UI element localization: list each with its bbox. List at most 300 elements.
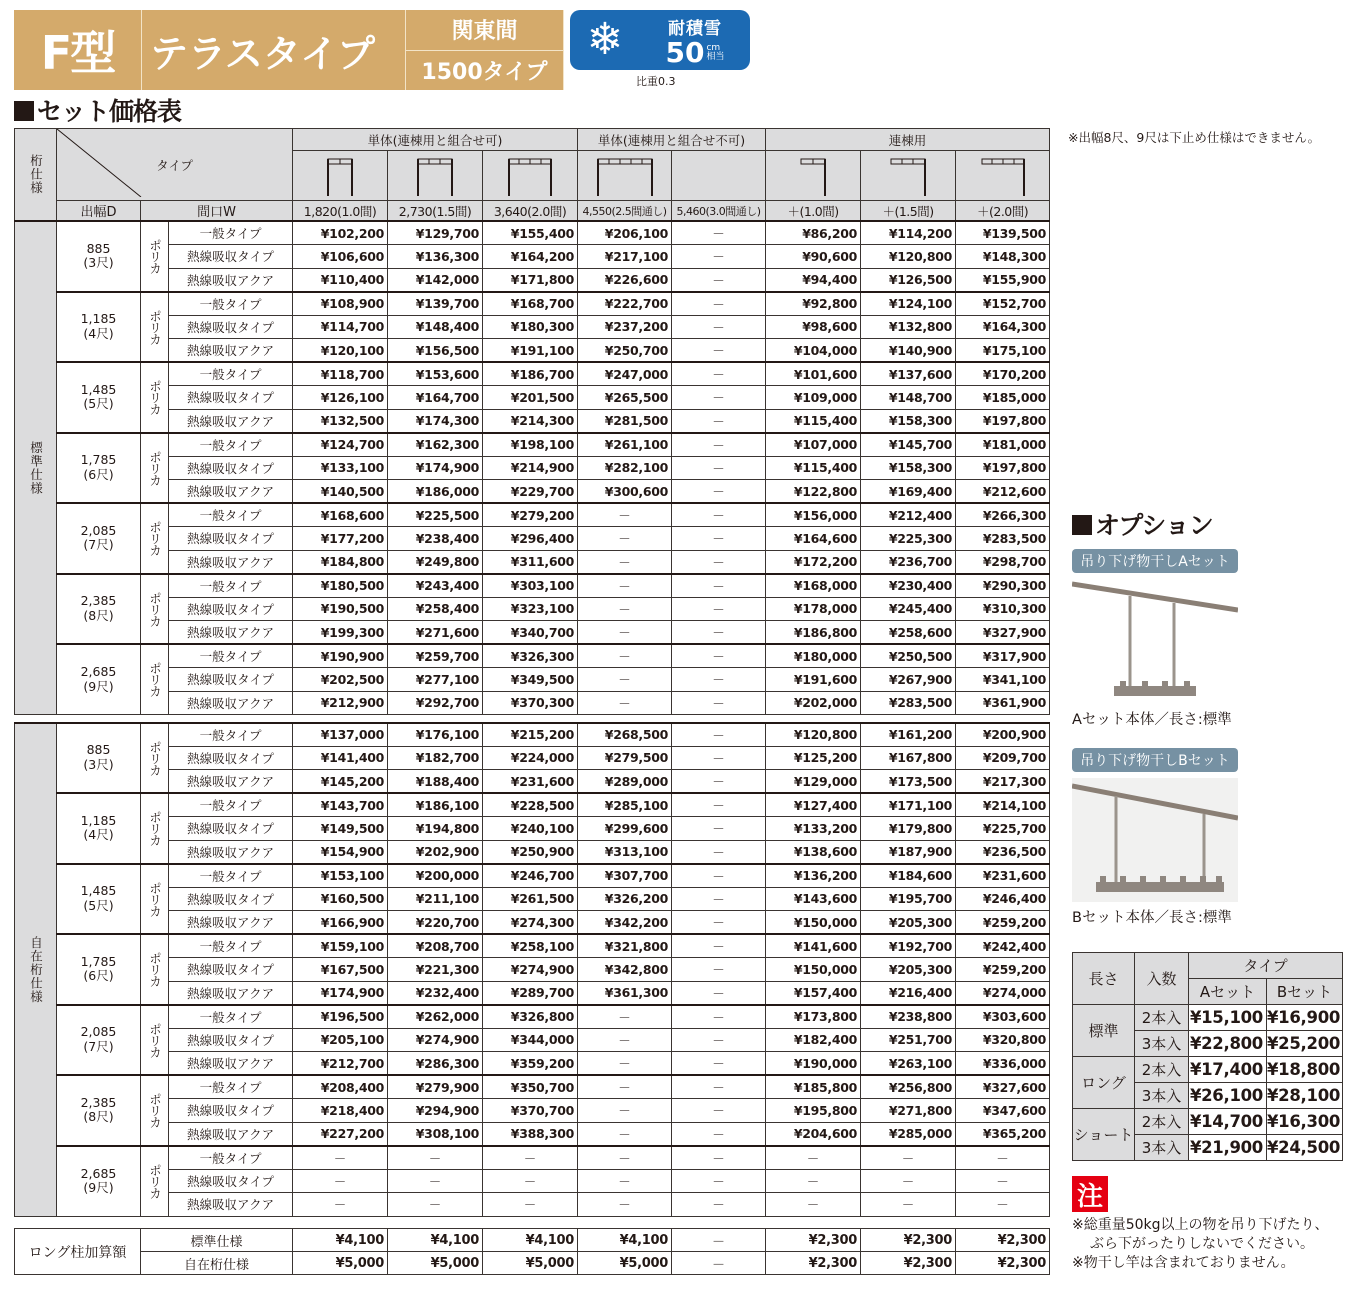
price-cell: ¥148,300 bbox=[956, 245, 1050, 269]
price-cell: ¥247,000 bbox=[578, 362, 672, 386]
table-row bbox=[15, 958, 1050, 982]
hanging-dryer-a-image bbox=[1072, 578, 1238, 702]
price-cell: ¥164,300 bbox=[956, 315, 1050, 339]
option-row bbox=[1073, 1005, 1343, 1031]
price-cell: ¥370,300 bbox=[483, 691, 578, 715]
price-cell: ¥168,000 bbox=[766, 574, 861, 598]
price-cell: － bbox=[672, 339, 766, 363]
option-b-caption: Bセット本体／長さ:標準 bbox=[1072, 910, 1232, 926]
price-cell: ¥342,800 bbox=[578, 958, 672, 982]
variant-label: 熱線吸収アクア bbox=[169, 840, 293, 864]
variant-label: 一般タイプ bbox=[169, 433, 293, 457]
price-cell: － bbox=[672, 1075, 766, 1099]
frame-icon-1-0 bbox=[293, 151, 388, 201]
price-cell: ¥263,100 bbox=[861, 1052, 956, 1076]
table-row bbox=[15, 480, 1050, 504]
variant-label: 熱線吸収タイプ bbox=[169, 386, 293, 410]
price-cell: － bbox=[578, 621, 672, 645]
depth-value: 1,185 bbox=[80, 311, 117, 327]
price-cell: － bbox=[578, 1052, 672, 1076]
price-cell: ¥200,900 bbox=[956, 723, 1050, 747]
table-row bbox=[15, 597, 1050, 621]
price-cell: － bbox=[861, 1169, 956, 1193]
price-cell: ¥341,100 bbox=[956, 668, 1050, 692]
price-cell: － bbox=[672, 644, 766, 668]
price-cell: ¥196,500 bbox=[293, 1005, 388, 1029]
price-cell: － bbox=[766, 1146, 861, 1170]
variant-label: 熱線吸収アクア bbox=[169, 480, 293, 504]
price-cell: ¥184,800 bbox=[293, 550, 388, 574]
price-cell: ¥140,500 bbox=[293, 480, 388, 504]
price-cell: － bbox=[672, 433, 766, 457]
price-cell: ¥311,600 bbox=[483, 550, 578, 574]
material-cell: ポリカ bbox=[141, 503, 169, 574]
table-row bbox=[15, 1075, 1050, 1099]
material-cell: ポリカ bbox=[141, 574, 169, 645]
price-cell: ¥214,300 bbox=[483, 409, 578, 433]
price-cell: － bbox=[578, 527, 672, 551]
depth-value: 1,785 bbox=[80, 953, 117, 969]
price-cell: － bbox=[578, 1099, 672, 1123]
price-cell: － bbox=[672, 1169, 766, 1193]
price-cell: ¥171,800 bbox=[483, 268, 578, 292]
price-cell: ¥242,400 bbox=[956, 934, 1050, 958]
material-cell: ポリカ bbox=[141, 934, 169, 1005]
variant-label: 一般タイプ bbox=[169, 1075, 293, 1099]
price-cell: － bbox=[483, 1146, 578, 1170]
col-header: 1,820(1.0間) bbox=[293, 201, 388, 222]
price-cell: ¥200,000 bbox=[388, 864, 483, 888]
variant-label: 熱線吸収アクア bbox=[169, 621, 293, 645]
depth-value: 1,485 bbox=[80, 381, 117, 397]
price-cell: － bbox=[766, 1193, 861, 1217]
depth-shaku: (3尺) bbox=[83, 756, 114, 772]
price-cell: ¥250,700 bbox=[578, 339, 672, 363]
price-cell: ¥258,400 bbox=[388, 597, 483, 621]
depth-cell bbox=[57, 1075, 141, 1146]
price-cell: ¥180,300 bbox=[483, 315, 578, 339]
long-post-spec: 標準仕様 bbox=[141, 1229, 293, 1252]
depth-shaku: (7尺) bbox=[83, 1038, 114, 1054]
price-cell: ¥350,700 bbox=[483, 1075, 578, 1099]
price-cell: ¥170,200 bbox=[956, 362, 1050, 386]
price-cell: ¥197,800 bbox=[956, 409, 1050, 433]
option-b-label: 吊り下げ物干しBセット bbox=[1072, 748, 1238, 772]
material-cell: ポリカ bbox=[141, 433, 169, 504]
price-cell: ¥303,600 bbox=[956, 1005, 1050, 1029]
price-cell: ¥158,300 bbox=[861, 456, 956, 480]
price-cell: ¥250,500 bbox=[861, 644, 956, 668]
price-cell: ¥317,900 bbox=[956, 644, 1050, 668]
price-cell: ¥153,100 bbox=[293, 864, 388, 888]
table-row bbox=[15, 668, 1050, 692]
price-cell: ¥246,400 bbox=[956, 887, 1050, 911]
price-cell: － bbox=[766, 1169, 861, 1193]
frame-icon-add-1-5 bbox=[861, 151, 956, 201]
price-cell: ¥148,400 bbox=[388, 315, 483, 339]
depth-value: 2,385 bbox=[80, 593, 117, 609]
price-cell: － bbox=[578, 1028, 672, 1052]
depth-shaku: (5尺) bbox=[83, 396, 114, 412]
price-cell: － bbox=[861, 1146, 956, 1170]
variant-label: 一般タイプ bbox=[169, 723, 293, 747]
depth-value: 2,385 bbox=[80, 1094, 117, 1110]
depth-shaku: (9尺) bbox=[83, 678, 114, 694]
price-cell: ¥5,000 bbox=[388, 1252, 483, 1275]
price-cell: ¥190,500 bbox=[293, 597, 388, 621]
price-cell: ¥327,600 bbox=[956, 1075, 1050, 1099]
price-cell: － bbox=[578, 503, 672, 527]
price-cell: ¥267,900 bbox=[861, 668, 956, 692]
price-cell: － bbox=[672, 1052, 766, 1076]
price-cell: ¥126,500 bbox=[861, 268, 956, 292]
price-cell: － bbox=[861, 1193, 956, 1217]
depth-cell bbox=[57, 221, 141, 292]
price-cell: ¥308,100 bbox=[388, 1122, 483, 1146]
snow-unit-note: 相当 bbox=[706, 51, 725, 62]
price-cell: ¥5,000 bbox=[293, 1252, 388, 1275]
variant-label: 熱線吸収アクア bbox=[169, 409, 293, 433]
price-cell: ¥262,000 bbox=[388, 1005, 483, 1029]
price-cell: ¥206,100 bbox=[578, 221, 672, 245]
price-cell: ¥157,400 bbox=[766, 981, 861, 1005]
variant-label: 熱線吸収タイプ bbox=[169, 1028, 293, 1052]
price-cell: － bbox=[578, 644, 672, 668]
price-cell: ¥177,200 bbox=[293, 527, 388, 551]
price-cell: ¥5,000 bbox=[483, 1252, 578, 1275]
price-cell: ¥164,700 bbox=[388, 386, 483, 410]
variant-label: 熱線吸収タイプ bbox=[169, 597, 293, 621]
price-cell: － bbox=[672, 723, 766, 747]
price-cell: － bbox=[578, 1005, 672, 1029]
price-cell: ¥132,500 bbox=[293, 409, 388, 433]
price-cell: ¥136,200 bbox=[766, 864, 861, 888]
price-cell: ¥2,300 bbox=[861, 1252, 956, 1275]
opt-length: ロング bbox=[1073, 1057, 1135, 1109]
opt-header-b: Bセット bbox=[1267, 979, 1343, 1005]
price-cell: － bbox=[672, 221, 766, 245]
price-cell: ¥202,000 bbox=[766, 691, 861, 715]
price-cell: ¥108,900 bbox=[293, 292, 388, 316]
price-cell: ¥289,000 bbox=[578, 770, 672, 794]
price-cell: ¥156,500 bbox=[388, 339, 483, 363]
price-cell: － bbox=[672, 864, 766, 888]
price-cell: ¥212,900 bbox=[293, 691, 388, 715]
price-cell: ¥212,600 bbox=[956, 480, 1050, 504]
price-cell: ¥137,000 bbox=[293, 723, 388, 747]
price-cell: ¥197,800 bbox=[956, 456, 1050, 480]
material-cell: ポリカ bbox=[141, 723, 169, 794]
depth-value: 1,785 bbox=[80, 452, 117, 468]
price-cell: ¥202,900 bbox=[388, 840, 483, 864]
price-cell: ¥228,500 bbox=[483, 793, 578, 817]
price-cell: ¥182,400 bbox=[766, 1028, 861, 1052]
group-separator bbox=[15, 715, 1050, 723]
price-cell: ¥282,100 bbox=[578, 456, 672, 480]
price-cell: ¥141,400 bbox=[293, 746, 388, 770]
price-cell: ¥326,800 bbox=[483, 1005, 578, 1029]
price-cell: － bbox=[672, 911, 766, 935]
price-cell: ¥118,700 bbox=[293, 362, 388, 386]
price-cell: ¥201,500 bbox=[483, 386, 578, 410]
price-cell: － bbox=[672, 981, 766, 1005]
price-cell: ¥323,100 bbox=[483, 597, 578, 621]
header-type: タイプ bbox=[156, 157, 193, 173]
variant-label: 一般タイプ bbox=[169, 934, 293, 958]
price-cell: ¥300,600 bbox=[578, 480, 672, 504]
opt-price-b: ¥18,800 bbox=[1267, 1057, 1343, 1083]
material-cell: ポリカ bbox=[141, 864, 169, 935]
depth-cell bbox=[57, 574, 141, 645]
table-row bbox=[15, 386, 1050, 410]
price-cell: ¥184,600 bbox=[861, 864, 956, 888]
region-block bbox=[406, 10, 564, 90]
price-cell: ¥180,500 bbox=[293, 574, 388, 598]
depth-shaku: (8尺) bbox=[83, 1109, 114, 1125]
price-cell: ¥114,200 bbox=[861, 221, 956, 245]
price-cell: ¥148,700 bbox=[861, 386, 956, 410]
price-cell: ¥243,400 bbox=[388, 574, 483, 598]
price-cell: ¥289,700 bbox=[483, 981, 578, 1005]
product-type: テラスタイプ bbox=[142, 10, 406, 90]
snow-load-value: 50 bbox=[665, 35, 705, 69]
side-note: ※出幅8尺、9尺は下止め仕様はできません。 bbox=[1068, 130, 1321, 145]
price-cell: － bbox=[672, 958, 766, 982]
price-cell: ¥155,400 bbox=[483, 221, 578, 245]
price-cell: ¥168,600 bbox=[293, 503, 388, 527]
price-cell: － bbox=[672, 456, 766, 480]
price-cell: － bbox=[672, 362, 766, 386]
specific-gravity: 比重0.3 bbox=[636, 75, 676, 88]
table-row bbox=[15, 409, 1050, 433]
price-cell: ¥238,400 bbox=[388, 527, 483, 551]
price-cell: ¥124,700 bbox=[293, 433, 388, 457]
table-row bbox=[15, 1099, 1050, 1123]
depth-cell bbox=[57, 433, 141, 504]
group-header-single-combinable: 単体(連棟用と組合せ可) bbox=[293, 129, 578, 151]
table-row bbox=[15, 746, 1050, 770]
table-row bbox=[15, 292, 1050, 316]
price-cell: ¥194,800 bbox=[388, 817, 483, 841]
price-cell: － bbox=[672, 386, 766, 410]
opt-header-qty: 入数 bbox=[1135, 953, 1189, 1005]
col-header: ＋(2.0間) bbox=[956, 201, 1050, 222]
table-row bbox=[15, 527, 1050, 551]
depth-shaku: (8尺) bbox=[83, 607, 114, 623]
price-cell: ¥122,800 bbox=[766, 480, 861, 504]
price-cell: ¥4,100 bbox=[293, 1229, 388, 1252]
price-cell: ¥220,700 bbox=[388, 911, 483, 935]
variant-label: 熱線吸収アクア bbox=[169, 550, 293, 574]
price-cell: － bbox=[672, 621, 766, 645]
price-cell: ¥174,900 bbox=[388, 456, 483, 480]
options-title: オプション bbox=[1072, 506, 1213, 542]
col-header: 2,730(1.5間) bbox=[388, 201, 483, 222]
price-cell: ¥245,400 bbox=[861, 597, 956, 621]
price-cell: ¥164,200 bbox=[483, 245, 578, 269]
price-cell: ¥141,600 bbox=[766, 934, 861, 958]
opt-price-b: ¥16,900 bbox=[1267, 1005, 1343, 1031]
table-row bbox=[15, 503, 1050, 527]
table-row bbox=[15, 362, 1050, 386]
price-cell: ¥216,400 bbox=[861, 981, 956, 1005]
region-label: 関東間 bbox=[406, 10, 563, 51]
variant-label: 熱線吸収アクア bbox=[169, 1122, 293, 1146]
price-cell: ¥187,900 bbox=[861, 840, 956, 864]
price-cell: ¥365,200 bbox=[956, 1122, 1050, 1146]
price-cell: ¥246,700 bbox=[483, 864, 578, 888]
price-cell: ¥139,500 bbox=[956, 221, 1050, 245]
price-cell: － bbox=[483, 1193, 578, 1217]
depth-cell bbox=[57, 793, 141, 864]
variant-label: 一般タイプ bbox=[169, 1005, 293, 1029]
price-cell: ¥202,500 bbox=[293, 668, 388, 692]
frame-icon-empty bbox=[672, 151, 766, 201]
price-cell: ¥283,500 bbox=[956, 527, 1050, 551]
price-cell: ¥191,600 bbox=[766, 668, 861, 692]
price-cell: ¥249,800 bbox=[388, 550, 483, 574]
price-cell: ¥271,800 bbox=[861, 1099, 956, 1123]
price-cell: － bbox=[672, 597, 766, 621]
price-cell: － bbox=[578, 1122, 672, 1146]
price-cell: ¥274,000 bbox=[956, 981, 1050, 1005]
table-row bbox=[15, 1028, 1050, 1052]
price-cell: ¥133,200 bbox=[766, 817, 861, 841]
price-cell: ¥199,300 bbox=[293, 621, 388, 645]
price-cell: ¥240,100 bbox=[483, 817, 578, 841]
price-cell: － bbox=[672, 840, 766, 864]
opt-price-a: ¥26,100 bbox=[1189, 1083, 1267, 1109]
price-cell: ¥150,000 bbox=[766, 958, 861, 982]
price-cell: ¥120,800 bbox=[861, 245, 956, 269]
price-cell: － bbox=[672, 1252, 766, 1275]
price-cell: ¥164,600 bbox=[766, 527, 861, 551]
price-cell: ¥166,900 bbox=[293, 911, 388, 935]
price-cell: ¥310,300 bbox=[956, 597, 1050, 621]
price-cell: ¥218,400 bbox=[293, 1099, 388, 1123]
col-header: 4,550(2.5間通し) bbox=[578, 201, 672, 222]
table-row bbox=[15, 1169, 1050, 1193]
depth-cell bbox=[57, 292, 141, 363]
table-row bbox=[15, 1122, 1050, 1146]
model-name: F型 bbox=[14, 10, 142, 90]
price-cell: － bbox=[672, 691, 766, 715]
table-row bbox=[15, 550, 1050, 574]
depth-value: 1,185 bbox=[80, 812, 117, 828]
caution-line: ぶら下がったりしないでください。 bbox=[1090, 1236, 1314, 1252]
header-type-corner bbox=[57, 129, 293, 201]
price-cell: ¥236,700 bbox=[861, 550, 956, 574]
table-row bbox=[15, 574, 1050, 598]
price-cell: ¥225,700 bbox=[956, 817, 1050, 841]
price-cell: ¥186,100 bbox=[388, 793, 483, 817]
price-cell: ¥114,700 bbox=[293, 315, 388, 339]
snow-load-label: 耐積雪 bbox=[668, 18, 722, 39]
price-cell: － bbox=[672, 292, 766, 316]
opt-header-type: タイプ bbox=[1189, 953, 1343, 979]
price-cell: ¥226,600 bbox=[578, 268, 672, 292]
price-cell: － bbox=[293, 1146, 388, 1170]
table-row bbox=[15, 840, 1050, 864]
depth-shaku: (4尺) bbox=[83, 827, 114, 843]
price-cell: ¥320,800 bbox=[956, 1028, 1050, 1052]
price-cell: ¥120,800 bbox=[766, 723, 861, 747]
variant-label: 一般タイプ bbox=[169, 793, 293, 817]
price-cell: ¥251,700 bbox=[861, 1028, 956, 1052]
price-cell: ¥221,300 bbox=[388, 958, 483, 982]
price-cell: － bbox=[672, 668, 766, 692]
price-cell: ¥266,300 bbox=[956, 503, 1050, 527]
price-cell: ¥217,300 bbox=[956, 770, 1050, 794]
price-cell: － bbox=[672, 1005, 766, 1029]
price-cell: ¥256,800 bbox=[861, 1075, 956, 1099]
header-width: 間口W bbox=[141, 201, 293, 222]
price-cell: ¥192,700 bbox=[861, 934, 956, 958]
price-cell: ¥155,900 bbox=[956, 268, 1050, 292]
price-cell: － bbox=[578, 1075, 672, 1099]
price-cell: ¥142,000 bbox=[388, 268, 483, 292]
table-row bbox=[15, 339, 1050, 363]
price-cell: ¥154,900 bbox=[293, 840, 388, 864]
price-cell: － bbox=[672, 1146, 766, 1170]
price-cell: ¥190,900 bbox=[293, 644, 388, 668]
price-cell: ¥86,200 bbox=[766, 221, 861, 245]
price-cell: ¥370,700 bbox=[483, 1099, 578, 1123]
price-cell: ¥274,900 bbox=[483, 958, 578, 982]
square-bullet-icon bbox=[1072, 515, 1092, 535]
price-cell: ¥161,200 bbox=[861, 723, 956, 747]
price-cell: ¥174,300 bbox=[388, 409, 483, 433]
option-a-label: 吊り下げ物干しAセット bbox=[1072, 549, 1238, 573]
price-cell: ¥149,500 bbox=[293, 817, 388, 841]
variant-label: 熱線吸収タイプ bbox=[169, 527, 293, 551]
variant-label: 一般タイプ bbox=[169, 864, 293, 888]
table-row bbox=[15, 911, 1050, 935]
price-cell: ¥217,100 bbox=[578, 245, 672, 269]
price-cell: ¥205,100 bbox=[293, 1028, 388, 1052]
group-header-single-noncombinable: 単体(連棟用と組合せ不可) bbox=[578, 129, 766, 151]
price-cell: ¥209,700 bbox=[956, 746, 1050, 770]
price-cell: ¥326,300 bbox=[483, 644, 578, 668]
price-cell: ¥359,200 bbox=[483, 1052, 578, 1076]
opt-qty: 2本入 bbox=[1135, 1057, 1189, 1083]
price-cell: ¥98,600 bbox=[766, 315, 861, 339]
price-cell: ¥129,000 bbox=[766, 770, 861, 794]
price-cell: ¥185,000 bbox=[956, 386, 1050, 410]
table-row bbox=[15, 770, 1050, 794]
long-post-table bbox=[14, 1228, 1050, 1275]
snow-load-badge bbox=[570, 10, 750, 70]
opt-price-a: ¥21,900 bbox=[1189, 1135, 1267, 1161]
price-cell: ¥279,200 bbox=[483, 503, 578, 527]
price-cell: ¥173,800 bbox=[766, 1005, 861, 1029]
price-cell: － bbox=[672, 817, 766, 841]
price-cell: ¥224,000 bbox=[483, 746, 578, 770]
table-row bbox=[15, 245, 1050, 269]
material-cell: ポリカ bbox=[141, 1075, 169, 1146]
variant-label: 一般タイプ bbox=[169, 292, 293, 316]
variant-label: 熱線吸収タイプ bbox=[169, 817, 293, 841]
variant-label: 一般タイプ bbox=[169, 1146, 293, 1170]
price-cell: ¥115,400 bbox=[766, 456, 861, 480]
price-cell: ¥336,000 bbox=[956, 1052, 1050, 1076]
price-cell: ¥138,600 bbox=[766, 840, 861, 864]
variant-label: 熱線吸収タイプ bbox=[169, 1099, 293, 1123]
price-cell: － bbox=[956, 1146, 1050, 1170]
price-cell: － bbox=[672, 887, 766, 911]
group-header-connected: 連棟用 bbox=[766, 129, 1050, 151]
price-cell: ¥298,700 bbox=[956, 550, 1050, 574]
